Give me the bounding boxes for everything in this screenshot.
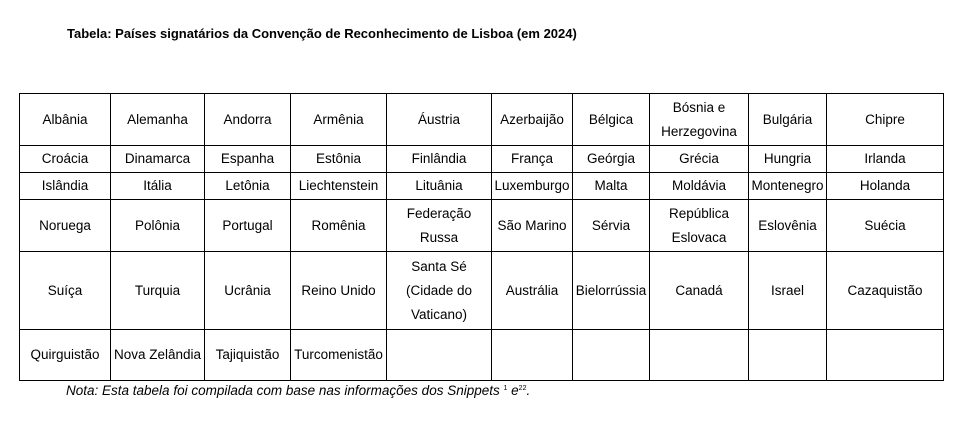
table-cell: Romênia [291, 200, 387, 252]
table-cell: Grécia [650, 146, 749, 173]
table-cell: Chipre [827, 94, 944, 146]
table-cell: França [492, 146, 573, 173]
table-cell: Quirguistão [20, 330, 111, 381]
table-cell: Irlanda [827, 146, 944, 173]
table-cell: Suécia [827, 200, 944, 252]
table-cell: São Marino [492, 200, 573, 252]
table-cell: Islândia [20, 173, 111, 200]
table-cell: Malta [573, 173, 650, 200]
note-text-after: . [526, 383, 531, 398]
countries-table [19, 93, 944, 381]
table-cell: Santa Sé (Cidade do Vaticano) [387, 252, 492, 330]
table-cell: Hungria [749, 146, 827, 173]
table-cell: Azerbaijão [492, 94, 573, 146]
table-cell: Suíça [20, 252, 111, 330]
table-row [20, 330, 944, 381]
table-cell [749, 330, 827, 381]
table-cell: Turcomenistão [291, 330, 387, 381]
table-cell [573, 330, 650, 381]
table-row [20, 94, 944, 146]
table-cell: Estônia [291, 146, 387, 173]
table-cell: Albânia [20, 94, 111, 146]
table-cell: Portugal [205, 200, 291, 252]
table-cell: Canadá [650, 252, 749, 330]
table-cell: Eslovênia [749, 200, 827, 252]
table-cell: Noruega [20, 200, 111, 252]
table-row [20, 173, 944, 200]
table-cell [650, 330, 749, 381]
note-ref-1: 1 [503, 385, 508, 392]
table-cell: Andorra [205, 94, 291, 146]
table-cell: Moldávia [650, 173, 749, 200]
table-cell [492, 330, 573, 381]
note-ref-2: 22 [518, 385, 527, 392]
note-text-mid: e [507, 383, 519, 398]
table-cell: Finlândia [387, 146, 492, 173]
table-cell: Bielorrússia [573, 252, 650, 330]
table-cell: Bélgica [573, 94, 650, 146]
table-cell: Turquia [111, 252, 205, 330]
table-cell: Nova Zelândia [111, 330, 205, 381]
table-cell: Espanha [205, 146, 291, 173]
table-cell: Itália [111, 173, 205, 200]
table-cell: Alemanha [111, 94, 205, 146]
table-cell: Luxemburgo [492, 173, 573, 200]
table-cell: Bósnia e Herzegovina [650, 94, 749, 146]
table-cell: Ucrânia [205, 252, 291, 330]
note-text-before: Nota: Esta tabela foi compilada com base nas informações dos Snippets [66, 383, 504, 398]
table-cell: Dinamarca [111, 146, 205, 173]
table-cell: Austrália [492, 252, 573, 330]
table-cell: Letônia [205, 173, 291, 200]
table-cell: Sérvia [573, 200, 650, 252]
table-cell: Croácia [20, 146, 111, 173]
table-cell: Federação Russa [387, 200, 492, 252]
table-cell: Montenegro [749, 173, 827, 200]
table-row [20, 252, 944, 330]
table-cell [387, 330, 492, 381]
table-cell: Israel [749, 252, 827, 330]
table-row [20, 146, 944, 173]
table-cell: Bulgária [749, 94, 827, 146]
table-cell: Armênia [291, 94, 387, 146]
table-cell: Liechtenstein [291, 173, 387, 200]
table-cell: Cazaquistão [827, 252, 944, 330]
table-row [20, 200, 944, 252]
table-note [66, 383, 530, 398]
table-cell: Polônia [111, 200, 205, 252]
table-cell: Lituânia [387, 173, 492, 200]
table-cell: Holanda [827, 173, 944, 200]
table-cell: Reino Unido [291, 252, 387, 330]
table-cell: Tajiquistão [205, 330, 291, 381]
table-cell: Áustria [387, 94, 492, 146]
table-cell: República Eslovaca [650, 200, 749, 252]
table-cell [827, 330, 944, 381]
table-title: Tabela: Países signatários da Convenção de Reconhecimento de Lisboa (em 2024) [67, 26, 577, 41]
table-cell: Geórgia [573, 146, 650, 173]
